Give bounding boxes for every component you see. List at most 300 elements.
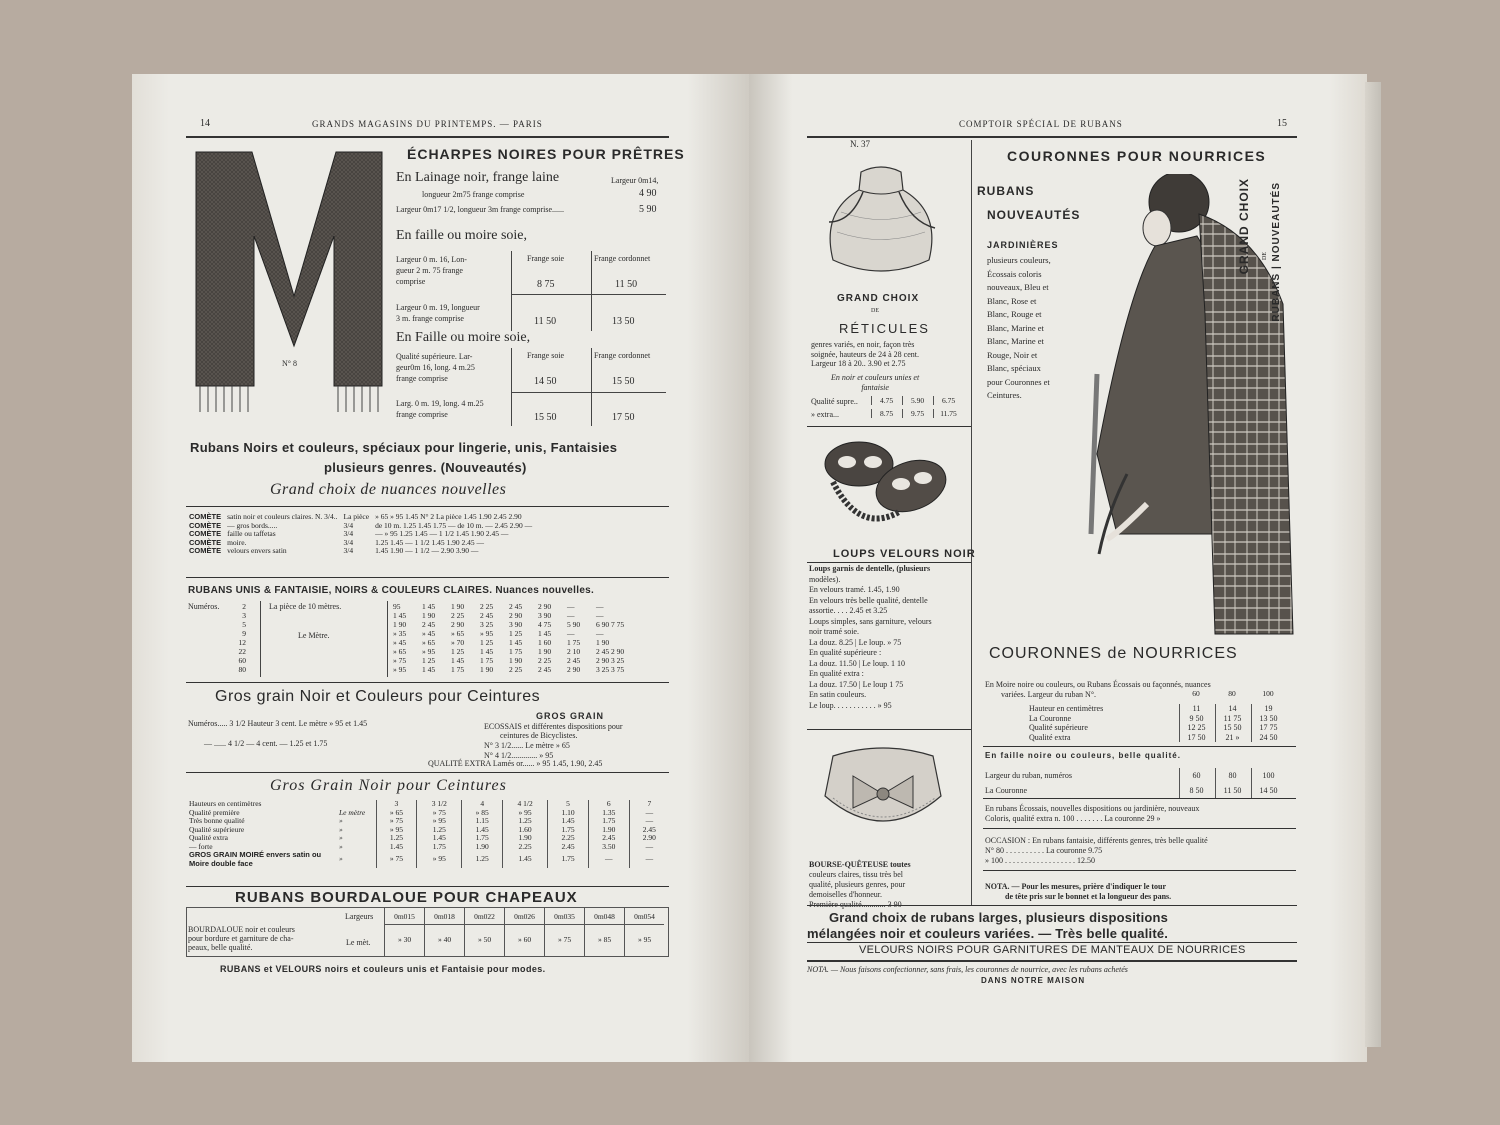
price-cell: 11 75 [1215, 714, 1249, 724]
de-vertical: DE [1262, 252, 1268, 260]
bourdaloue-desc-line: pour bordure et garniture de cha- [188, 934, 294, 943]
column-header: 100 [1262, 689, 1274, 698]
bourdaloue-column [544, 907, 584, 957]
column-header: 3 1/2 [417, 800, 462, 809]
moire-intro-2: variées. Largeur du ruban N°. [1001, 690, 1097, 699]
price-cell: 1 25 [509, 629, 523, 638]
price-cell: 1.75 [548, 826, 589, 835]
section-rule [983, 746, 1296, 747]
price-cell: 2 25 [538, 656, 552, 665]
price-cell: 2 45 [509, 602, 523, 611]
quality-label: Qualité supérieure [189, 824, 245, 834]
faille-divider [591, 251, 592, 331]
loups-line: Loups simples, sans garniture, velours [809, 616, 932, 626]
price-value: » 30 [397, 935, 412, 944]
faille-desc-line: geur0m 16, long. 4 m.25 [396, 363, 475, 372]
price-cell: 3 25 [480, 620, 494, 629]
header-label: Hauteurs en centimètres [189, 799, 262, 808]
price-value: » 95 [637, 935, 652, 944]
price-cell: 4.75 [871, 396, 901, 405]
width-value: 0m035 [545, 907, 584, 925]
price-value: » 60 [517, 935, 532, 944]
column-header: 3 [376, 800, 417, 809]
grosgrain-ecossais-4: N° 4 1/2............. » 95 [484, 751, 554, 760]
price-cell: » [339, 833, 343, 842]
header-rule [807, 136, 1297, 138]
price-590: 5 90 [639, 204, 657, 215]
price-cell: 2.45 [629, 826, 669, 835]
reticules-desc-line: Largeur 18 à 20.. 3.90 et 2.75 [811, 359, 906, 368]
price-cell: 1.45 [462, 826, 503, 835]
price-value: » 85 [597, 935, 612, 944]
rubans-noirs-line1: Rubans Noirs et couleurs, spéciaux pour lingerie, unis, Fantaisies [190, 440, 618, 455]
price-cell: 1 25 [480, 638, 494, 647]
page-edges [1365, 82, 1381, 1047]
price-cell: 6.75 [933, 396, 963, 405]
price-cell: — [629, 843, 669, 852]
price-cell: 2 45 [567, 656, 581, 665]
row-label: La Couronne [985, 786, 1027, 795]
width-value: 0m026 [505, 907, 544, 925]
loups-title: LOUPS VELOURS NOIR [833, 548, 976, 560]
running-head-left: GRANDS MAGASINS DU PRINTEMPS. — PARIS [312, 119, 543, 129]
quality-label: Qualité extra [189, 833, 228, 842]
rubans-noirs-line2: plusieurs genres. (Nouveautés) [324, 460, 527, 475]
comete-row [186, 547, 535, 556]
reticules-italic-line: En noir et couleurs unies et [831, 373, 920, 382]
price: 8 75 [537, 279, 555, 290]
faille-desc-line: Larg. 0 m. 19, long. 4 m.25 [396, 399, 484, 408]
price-cell: — [567, 602, 575, 611]
faille-rule [511, 392, 666, 393]
price-cell: » 65 [451, 629, 465, 638]
grosgrain-row1: Numéros..... 3 1/2 Hauteur 3 cent. Le mètre » 95 et 1.45 [188, 719, 368, 728]
price-cell: 1 45 [509, 638, 523, 647]
occasion-line-2: N° 80 . . . . . . . . . . La couronne 9.75 [985, 846, 1103, 855]
column-header: 4 1/2 [503, 800, 548, 809]
price-cell: 2.45 [588, 834, 629, 843]
jardinieres-line: Ceintures. [987, 390, 1022, 400]
jardinieres-line: Blanc, Marine et [987, 322, 1044, 333]
col-frange-soie: Frange soie [527, 351, 565, 360]
loups-line: noir tramé soie. [809, 627, 859, 636]
grosgrain-row [186, 817, 669, 826]
price-cell: — [629, 851, 669, 868]
occasion-line-1: OCCASION : En rubans fantaisie, différents genres, très belle qualité [985, 836, 1208, 845]
price-cell: 1.75 [588, 817, 629, 826]
moire-intro-1: En Moire noire ou couleurs, ou Rubans Écossais ou façonnés, nuances [985, 680, 1211, 689]
price-cell: — » 95 1.25 1.45 — 1 1/2 1.45 1.90 2.45 — [375, 529, 509, 538]
price-cell: 1.10 [548, 809, 589, 818]
faille-desc-line: gueur 2 m. 75 frange [396, 266, 463, 275]
reticules-title: RÉTICULES [839, 321, 930, 336]
col-frange-cordonnet: Frange cordonnet [594, 254, 651, 263]
price-cell: 17 50 [1179, 733, 1213, 743]
page-number-left: 14 [200, 118, 210, 129]
price-cell: 1.75 [462, 834, 503, 843]
price-cell: » 95 [480, 629, 494, 638]
jardinieres-lines [987, 254, 1051, 403]
unis-number: 9 [242, 629, 246, 638]
price: 13 50 [612, 316, 635, 327]
grosgrain-title-1: Gros grain Noir et Couleurs pour Ceintures [215, 688, 541, 705]
unis-row [390, 656, 627, 665]
faille-desc-line: frange comprise [396, 374, 448, 383]
unis-number: 12 [238, 638, 246, 647]
price-cell: » 65 [393, 647, 407, 656]
price-cell: 1.75 [417, 843, 462, 852]
grosgrain-ecossais-2: ceintures de Bicyclistes. [500, 731, 578, 740]
price-cell: 17 75 [1251, 723, 1285, 733]
price-cell: » 95 [417, 851, 462, 868]
jardinieres-line: Blanc, spéciaux [987, 363, 1041, 373]
price-cell: 80 [1215, 768, 1249, 783]
bourdaloue-desc-line: BOURDALOUE noir et couleurs [188, 925, 295, 934]
unis-row [390, 602, 627, 611]
price-cell: 1 45 [422, 665, 436, 674]
column-header: 80 [1228, 689, 1236, 698]
row-label: Largeur du ruban, numéros [985, 771, 1072, 780]
section-rule [807, 905, 1297, 906]
price-cell: 8 50 [1179, 783, 1213, 798]
price-cell: 2.45 [548, 843, 589, 852]
price-cell: 2 45 [480, 611, 494, 620]
price-value: » 40 [437, 935, 452, 944]
price-cell: » 35 [393, 629, 407, 638]
price-cell: 1 90 [451, 602, 465, 611]
section-rule [983, 828, 1296, 829]
moire-row [1029, 723, 1299, 733]
price: 11 50 [615, 279, 638, 290]
unis-row [390, 611, 627, 620]
unis-number: 5 [242, 620, 246, 629]
price-cell: — [588, 851, 629, 868]
bourdaloue-footer: RUBANS et VELOURS noirs et couleurs unis et Fantaisie pour modes. [220, 964, 546, 974]
price-cell: — gros bords..... [227, 520, 278, 530]
moire-row [1029, 733, 1299, 743]
faille-title: En faille noire ou couleurs, belle qualité. [985, 751, 1181, 760]
price-cell: 4 75 [538, 620, 552, 629]
bourse-line: qualité, plusieurs genres, pour [809, 880, 906, 889]
grosgrain-table [186, 800, 669, 868]
width-value: 0m018 [425, 907, 464, 925]
section-rule [186, 886, 669, 887]
faille-heading-2: En Faille ou moire soie, [396, 330, 531, 345]
grand-choix-nuances: Grand choix de nuances nouvelles [270, 481, 507, 498]
bourdaloue-le-met: Le mèt. [346, 938, 371, 947]
jardinieres-title: JARDINIÈRES [987, 240, 1059, 250]
price-cell: » 75 [376, 817, 417, 826]
price-cell: » [339, 841, 343, 851]
column-header: 5 [548, 800, 589, 809]
right-page [749, 74, 1367, 1062]
quality-label: — forte [189, 841, 213, 851]
grand-choix-larges-1: Grand choix de rubans larges, plusieurs dispositions [829, 910, 1169, 925]
nota-line-2: de tête pris sur le bonnet et la longueur des pans. [1005, 892, 1172, 901]
faille-rows [985, 768, 1295, 798]
couronnes-nourrices-title: COURONNES de NOURRICES [989, 645, 1238, 662]
moire-row [1029, 714, 1299, 724]
price-cell: 1.25 [462, 851, 503, 868]
loups-illustration [819, 434, 959, 539]
section-rule [807, 960, 1297, 962]
grosgrain-row [186, 826, 669, 835]
section-rule [807, 942, 1297, 943]
bourse-line: BOURSE-QUÊTEUSE toutes [809, 860, 911, 869]
quality-label: GROS GRAIN MOIRÉ envers satin ou Moire double face [189, 850, 322, 868]
table-divider [260, 601, 261, 677]
price-cell: 1 45 [538, 629, 552, 638]
reticule-number: N. 37 [850, 139, 870, 149]
quality-label: Très bonne qualité [189, 816, 245, 825]
price-cell: 1 75 [509, 647, 523, 656]
price-value: » 50 [477, 935, 492, 944]
grosgrain-row [186, 809, 669, 818]
grosgrain-ecossais-3: N° 3 1/2...... Le mètre » 65 [484, 741, 570, 750]
loups-line: Le loup. . . . . . . . . . . » 95 [809, 700, 892, 710]
unis-header-piece: La pièce de 10 mètres. [269, 602, 342, 611]
price-cell: 1.25 1.45 — 1 1/2 1.45 1.90 2.45 — [375, 537, 485, 547]
running-head-right: COMPTOIR SPÉCIAL DE RUBANS [959, 119, 1123, 129]
faille-desc-line: Qualité supérieure. Lar- [396, 352, 473, 361]
price-cell: » [339, 824, 343, 834]
price-cell: 1 45 [393, 611, 407, 620]
faille-row [985, 768, 1295, 783]
row-label: Hauteur en centimètres [1029, 704, 1104, 713]
jardinieres-line: Rouge, Noir et [987, 349, 1038, 360]
jardinieres-line: Blanc, Rose et [987, 295, 1037, 306]
grosgrain-title-2: Gros Grain Noir pour Ceintures [270, 777, 507, 794]
price-cell: 2.25 [503, 843, 548, 852]
price-cell: » 95 [422, 647, 436, 656]
grosgrain-ecossais-title: GROS GRAIN [536, 711, 605, 721]
reticules-desc-line: genres variés, en noir, façon très [811, 340, 915, 349]
unis-table [390, 602, 627, 674]
price-cell: — [567, 611, 575, 620]
occasion-line-3: » 100 . . . . . . . . . . . . . . . . . . 12.50 [985, 856, 1095, 865]
grosgrain-extra: QUALITÉ EXTRA Lamés or...... » 95 1.45, 1.90, 2.45 [428, 759, 603, 768]
price-cell: 1.25 [503, 817, 548, 826]
unis-row [390, 629, 627, 638]
bourse-lines [809, 860, 911, 910]
faille-rule [511, 294, 666, 295]
price-cell: 1.60 [503, 826, 548, 835]
price-cell: 1 60 [538, 638, 552, 647]
price-cell: » 95 [417, 817, 462, 826]
rubans-unis-title: RUBANS UNIS & FANTAISIE, NOIRS & COULEURS CLAIRES. Nuances nouvelles. [188, 585, 595, 596]
price-cell: 95 [393, 602, 401, 611]
price: 14 50 [534, 376, 557, 387]
price: 11 50 [534, 316, 557, 327]
unis-number: 22 [238, 647, 246, 656]
price-cell: » 45 [422, 629, 436, 638]
price-cell: moire. [227, 537, 247, 547]
price-cell: » 75 [393, 656, 407, 665]
column-divider [971, 140, 972, 905]
loups-line: En qualité extra : [809, 669, 864, 678]
price-cell: 1.45 [548, 817, 589, 826]
bourdaloue-title: RUBANS BOURDALOUE POUR CHAPEAUX [235, 889, 578, 906]
bourdaloue-desc-line: peaux, belle qualité. [188, 943, 253, 952]
price-cell: 14 [1215, 704, 1249, 714]
nurse-illustration [1087, 174, 1299, 644]
grand-choix-vertical: GRAND CHOIX [1237, 178, 1251, 275]
price-cell: » 95 [503, 809, 548, 818]
header-rule [186, 136, 669, 138]
price-cell: 2 25 [509, 665, 523, 674]
faille-divider [591, 348, 592, 426]
price-cell: 1.45 [417, 834, 462, 843]
bourdaloue-column [384, 907, 424, 957]
product-name: COMÈTE [189, 512, 222, 521]
section-rule [186, 682, 669, 683]
width-value: 0m054 [625, 907, 664, 925]
price-cell: — [596, 611, 604, 620]
ecossais-line-1: En rubans Écossais, nouvelles dispositions ou jardinière, nouveaux [985, 804, 1200, 813]
price-cell: 2 45 [538, 665, 552, 674]
velours-noirs: VELOURS NOIRS POUR GARNITURES DE MANTEAUX DE NOURRICES [859, 944, 1246, 956]
grosgrain-ecossais-1: ECOSSAIS et différentes dispositions pour [484, 722, 623, 731]
price-cell: La pièce [343, 512, 370, 521]
price-cell: 1.90 [503, 834, 548, 843]
reticules-q1: Qualité supre.. [811, 397, 858, 406]
price-cell: » 95 [393, 665, 407, 674]
price-cell: 2 45 2 90 [596, 647, 625, 656]
price-cell: 2 45 [422, 620, 436, 629]
rubans-label: RUBANS [977, 184, 1035, 198]
price-cell: 1.25 [376, 834, 417, 843]
jardinieres-line: Blanc, Rouge et [987, 309, 1042, 319]
catalog-spread [132, 74, 1367, 1062]
row-label: La Couronne [1029, 713, 1071, 723]
loups-line: La douz. 8.25 | Le loup. » 75 [809, 637, 902, 647]
width-value: 0m015 [385, 907, 424, 925]
bourse-line: demoiselles d'honneur. [809, 890, 882, 899]
bourse-line: couleurs claires, tissu très bel [809, 870, 903, 879]
price-cell: 3.50 [588, 843, 629, 852]
price-cell: 24 50 [1251, 733, 1285, 743]
unis-row [390, 647, 627, 656]
column-header: 6 [588, 800, 629, 809]
section-rule [807, 426, 971, 427]
bourdaloue-column [624, 907, 664, 957]
price-cell: » 75 [417, 809, 462, 818]
price-cell: 1 90 [422, 611, 436, 620]
unis-label-metre: Le Mètre. [298, 631, 330, 640]
dans-notre-maison: DANS NOTRE MAISON [981, 976, 1086, 985]
loups-line: En satin couleurs. [809, 690, 867, 699]
price-cell: 1.45 1.90 — 1 1/2 — 2.90 3.90 — [375, 546, 479, 555]
price-cell: 2 25 [451, 611, 465, 620]
faille-desc-line: Largeur 0 m. 16, Lon- [396, 255, 467, 264]
price-cell: 3/4 [343, 529, 354, 538]
price-cell: 13 50 [1251, 714, 1285, 724]
ecossais-line-2: Coloris, qualité extra n. 100 . . . . . . . La couronne 29 » [985, 814, 1161, 823]
jardinieres-line: nouveaux, Bleu et [987, 282, 1049, 292]
price-cell: 1.90 [588, 826, 629, 835]
bourse-illustration [813, 736, 953, 841]
loups-line: En velours très belle qualité, dentelle [809, 595, 928, 605]
price-cell: 2 90 [538, 602, 552, 611]
price-cell: faille ou taffetas [227, 529, 276, 538]
price-cell: 2.90 [629, 834, 669, 843]
faille-heading-1: En faille ou moire soie, [396, 228, 528, 243]
price-cell: 1 25 [451, 647, 465, 656]
price-cell: » 85 [462, 809, 503, 818]
price-cell: 11 50 [1215, 783, 1249, 798]
reticules-desc [811, 340, 919, 369]
price-cell: 3/4 [343, 520, 354, 530]
col-frange-cordonnet: Frange cordonnet [594, 351, 651, 360]
price-cell: 12 25 [1179, 723, 1213, 733]
loups-line: En velours tramé. 1.45, 1.90 [809, 585, 900, 594]
reticules-grand-choix: GRAND CHOIX [837, 293, 920, 304]
echarpes-width-17: Largeur 0m17 1/2, longueur 3m frange comprise...... [396, 205, 565, 214]
price-cell: » 45 [393, 638, 407, 647]
price-cell: 2 90 3 25 [596, 656, 625, 665]
price-cell: 1 90 [480, 665, 494, 674]
unis-row [390, 620, 627, 629]
price-cell: » 65 [376, 809, 417, 818]
price-cell: 1 25 [422, 656, 436, 665]
price-cell: » 65 [422, 638, 436, 647]
price-cell: 3 90 [509, 620, 523, 629]
price: 15 50 [534, 412, 557, 423]
price-cell: 2.25 [548, 834, 589, 843]
faille-desc-line: 3 m. frange comprise [396, 314, 464, 323]
jardinieres-line: pour Couronnes et [987, 376, 1050, 387]
price-cell: de 10 m. 1.25 1.45 1.75 — de 10 m. — 2.45 2.90 — [375, 520, 533, 530]
price-cell: 1 45 [422, 602, 436, 611]
unis-number: 3 [242, 611, 246, 620]
grosgrain-row2: — ...... 4 1/2 — 4 cent. — 1.25 et 1.75 [204, 739, 328, 748]
price-cell: 60 [1179, 768, 1213, 783]
loups-line: La douz. 11.50 | Le loup. 1 10 [809, 658, 905, 668]
price-value: » 75 [557, 935, 572, 944]
price-cell: 1.25 [417, 826, 462, 835]
faille-desc-4 [396, 398, 484, 420]
jardinieres-line: Écossais coloris [987, 268, 1042, 279]
loups-line: modèles). [809, 574, 841, 584]
loups-line: La douz. 17.50 | Le loup 1 75 [809, 679, 904, 689]
echarpes-title: ÉCHARPES NOIRES POUR PRÊTRES [407, 146, 685, 162]
price-cell: velours envers satin [227, 546, 287, 555]
price-cell: 3/4 [343, 546, 354, 555]
unis-row [390, 665, 627, 674]
echarpes-length: longueur 2m75 frange comprise [422, 190, 525, 199]
price-cell: satin noir et couleurs claires. N. 3/4.. [227, 512, 338, 521]
page-number-right: 15 [1277, 118, 1287, 129]
reticule-illustration [811, 152, 951, 282]
product-name: COMÈTE [189, 529, 222, 538]
price-cell: 2 90 [567, 665, 581, 674]
price-cell: 8.75 [871, 409, 901, 418]
price-cell: » [339, 816, 343, 825]
reticules-de: DE [871, 308, 879, 314]
price-cell: 1.90 [462, 843, 503, 852]
price-cell: — [629, 809, 669, 818]
reticules-desc-line: soignée, hauteurs de 24 à 28 cent. [811, 349, 919, 359]
echarpes-lainage-width: Largeur 0m14, [611, 176, 659, 185]
price-cell: 9 50 [1179, 714, 1213, 724]
price-cell: — [629, 817, 669, 826]
couronnes-title: COURONNES POUR NOURRICES [1007, 148, 1267, 164]
grand-choix-larges-2: mélangées noir et couleurs variées. — Très belle qualité. [807, 926, 1169, 941]
price-490: 4 90 [639, 188, 657, 199]
faille-desc-line: Largeur 0 m. 19, longueur [396, 303, 480, 312]
faille-desc-1 [396, 254, 508, 287]
faille-divider [511, 251, 512, 331]
